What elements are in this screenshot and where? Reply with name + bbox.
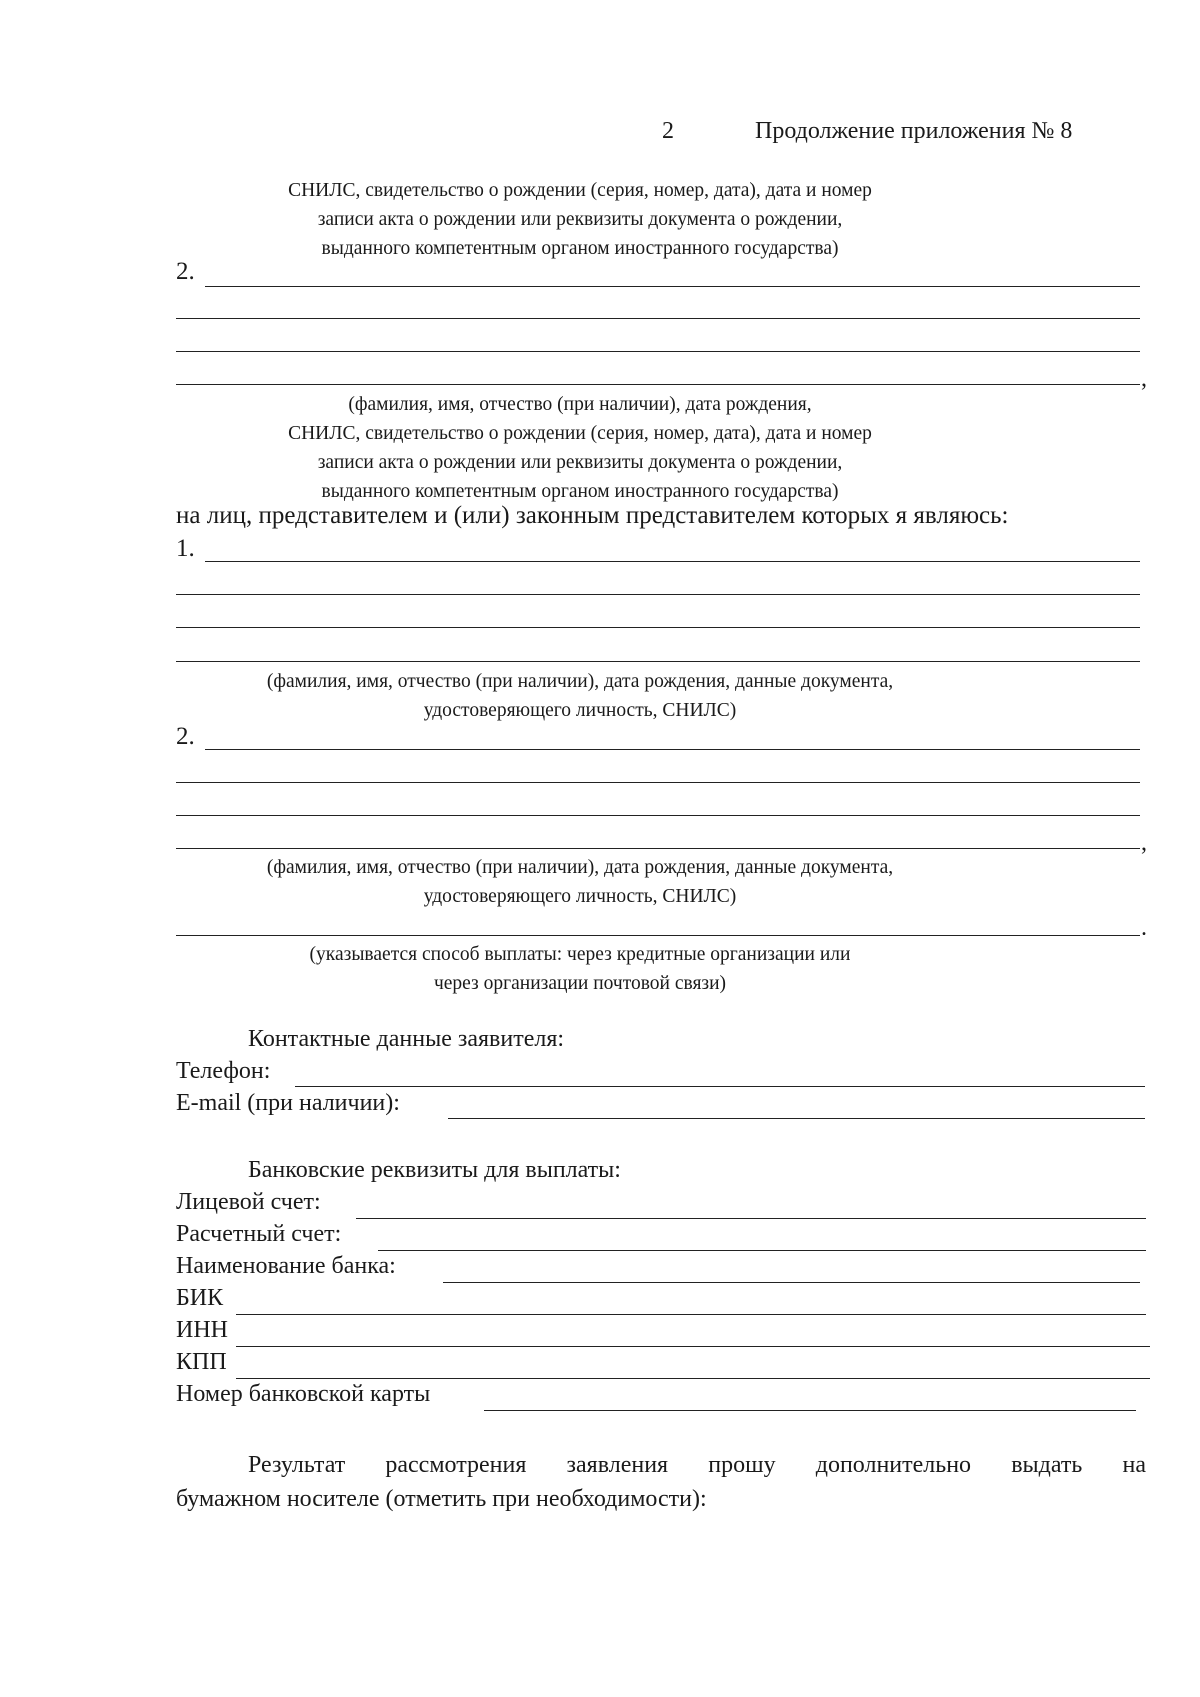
item-number-2: 2. bbox=[176, 258, 195, 285]
caption-top bbox=[200, 176, 960, 263]
bank-name-label: Наименование банка: bbox=[176, 1253, 396, 1279]
caption-line: выданного компетентным органом иностранного государства) bbox=[321, 481, 839, 502]
caption-line: (фамилия, имя, отчество (при наличии), дата рождения, bbox=[348, 394, 812, 415]
input-line[interactable] bbox=[205, 749, 1140, 750]
bik-field[interactable] bbox=[236, 1314, 1146, 1315]
caption-line: (указывается способ выплаты: через кредитные организации или bbox=[309, 944, 851, 965]
input-line[interactable] bbox=[176, 848, 1140, 849]
email-label: E-mail (при наличии): bbox=[176, 1090, 400, 1116]
phone-label: Телефон: bbox=[176, 1058, 271, 1084]
kpp-label: КПП bbox=[176, 1349, 227, 1375]
caption-rep-item1 bbox=[200, 667, 960, 725]
bank-name-field[interactable] bbox=[443, 1282, 1140, 1283]
end-period: . bbox=[1141, 915, 1147, 941]
caption-line: удостоверяющего личность, СНИЛС) bbox=[423, 700, 737, 721]
caption-line: (фамилия, имя, отчество (при наличии), дата рождения, данные документа, bbox=[266, 857, 894, 878]
email-field[interactable] bbox=[448, 1118, 1145, 1119]
caption-line: (фамилия, имя, отчество (при наличии), дата рождения, данные документа, bbox=[266, 671, 894, 692]
card-number-field[interactable] bbox=[484, 1410, 1136, 1411]
end-comma: , bbox=[1141, 366, 1147, 392]
caption-line: выданного компетентным органом иностранного государства) bbox=[321, 238, 839, 259]
contacts-heading: Контактные данные заявителя: bbox=[248, 1026, 565, 1052]
caption-line: записи акта о рождении или реквизиты документа о рождении, bbox=[317, 209, 843, 230]
input-line[interactable] bbox=[176, 318, 1140, 319]
caption-line: записи акта о рождении или реквизиты документа о рождении, bbox=[317, 452, 843, 473]
page-number: 2 bbox=[662, 118, 674, 144]
input-line[interactable] bbox=[176, 815, 1140, 816]
input-line[interactable] bbox=[176, 351, 1140, 352]
settlement-account-field[interactable] bbox=[378, 1250, 1146, 1251]
personal-account-label: Лицевой счет: bbox=[176, 1189, 321, 1215]
caption-rep-item2 bbox=[200, 853, 960, 911]
inn-field[interactable] bbox=[236, 1346, 1150, 1347]
inn-label: ИНН bbox=[176, 1317, 228, 1343]
caption-line: удостоверяющего личность, СНИЛС) bbox=[423, 886, 737, 907]
input-line[interactable] bbox=[176, 782, 1140, 783]
continuation-title: Продолжение приложения № 8 bbox=[755, 118, 1073, 144]
caption-line: СНИЛС, свидетельство о рождении (серия, номер, дата), дата и номер bbox=[288, 180, 872, 201]
caption-line: СНИЛС, свидетельство о рождении (серия, номер, дата), дата и номер bbox=[288, 423, 872, 444]
bik-label: БИК bbox=[176, 1285, 224, 1311]
input-line[interactable] bbox=[205, 286, 1140, 287]
input-line[interactable] bbox=[205, 561, 1140, 562]
card-number-label: Номер банковской карты bbox=[176, 1381, 431, 1407]
result-line-1: Результат рассмотрения заявления прошу дополнительно выдать на bbox=[248, 1452, 1146, 1478]
representatives-intro: на лиц, представителем и (или) законным представителем которых я являюсь: bbox=[176, 502, 1009, 529]
kpp-field[interactable] bbox=[236, 1378, 1150, 1379]
caption-item2 bbox=[200, 390, 960, 506]
item-number-2b: 2. bbox=[176, 723, 195, 750]
result-paragraph bbox=[176, 1448, 1146, 1516]
end-comma: , bbox=[1141, 830, 1147, 856]
input-line[interactable] bbox=[176, 384, 1140, 385]
phone-field[interactable] bbox=[295, 1086, 1145, 1087]
caption-line: через организации почтовой связи) bbox=[433, 973, 727, 994]
bank-heading: Банковские реквизиты для выплаты: bbox=[248, 1157, 621, 1183]
caption-payment bbox=[200, 940, 960, 998]
personal-account-field[interactable] bbox=[356, 1218, 1146, 1219]
input-line[interactable] bbox=[176, 661, 1140, 662]
result-line-2: бумажном носителе (отметить при необходимости): bbox=[176, 1486, 707, 1512]
input-line[interactable] bbox=[176, 627, 1140, 628]
payment-method-line[interactable] bbox=[176, 935, 1140, 936]
settlement-account-label: Расчетный счет: bbox=[176, 1221, 342, 1247]
input-line[interactable] bbox=[176, 594, 1140, 595]
item-number-1: 1. bbox=[176, 535, 195, 562]
